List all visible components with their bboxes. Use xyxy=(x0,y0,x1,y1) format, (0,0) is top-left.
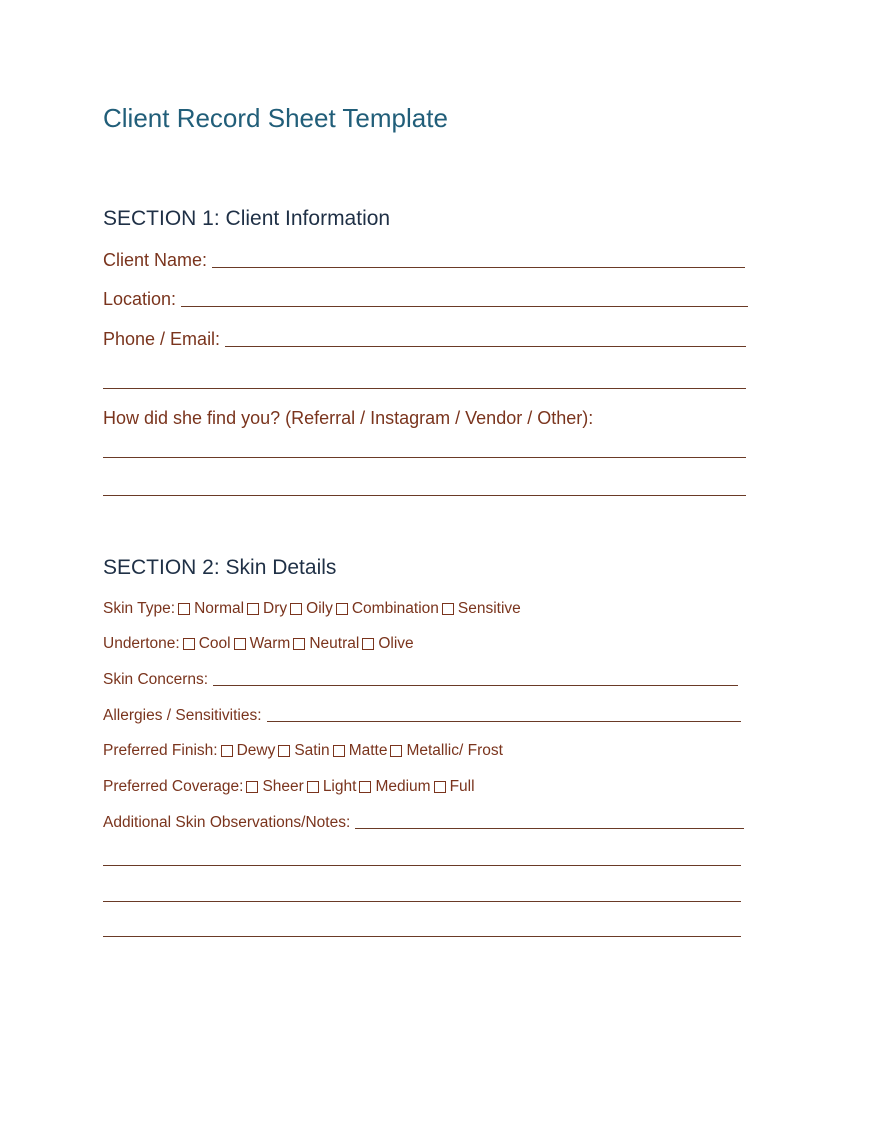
finish-option-metallic-frost[interactable]: Metallic/ Frost xyxy=(387,742,502,760)
phone-email-field[interactable] xyxy=(103,329,746,350)
section2-heading: SECTION 2: Skin Details xyxy=(103,556,337,579)
notes-field[interactable] xyxy=(103,814,744,832)
checkbox-icon[interactable] xyxy=(307,781,319,793)
checkbox-icon[interactable] xyxy=(362,638,374,650)
skin-concerns-field[interactable] xyxy=(103,671,738,689)
checkbox-icon[interactable] xyxy=(333,745,345,757)
checkbox-icon[interactable] xyxy=(178,603,190,615)
skin-type-label: Skin Type: xyxy=(103,600,176,617)
preferred-finish-field xyxy=(103,742,503,760)
preferred-coverage-label: Preferred Coverage: xyxy=(103,778,244,795)
checkbox-icon[interactable] xyxy=(246,781,258,793)
allergies-field[interactable] xyxy=(103,707,741,725)
checkbox-icon[interactable] xyxy=(183,638,195,650)
notes-line-4[interactable] xyxy=(103,936,741,937)
coverage-option-sheer[interactable]: Sheer xyxy=(243,778,303,796)
section1-heading: SECTION 1: Client Information xyxy=(103,207,391,230)
finish-option-dewy[interactable]: Dewy xyxy=(218,742,276,760)
location-label: Location: xyxy=(103,289,177,309)
checkbox-icon[interactable] xyxy=(278,745,290,757)
skin-type-option-dry[interactable]: Dry xyxy=(244,600,287,618)
skin-type-field xyxy=(103,600,521,618)
preferred-coverage-field xyxy=(103,778,475,796)
coverage-option-full[interactable]: Full xyxy=(431,778,475,796)
checkbox-icon[interactable] xyxy=(290,603,302,615)
notes-line-2[interactable] xyxy=(103,865,741,866)
undertone-field xyxy=(103,635,414,653)
find-you-label: How did she find you? (Referral / Instagram / Vendor / Other): xyxy=(103,408,594,428)
skin-concerns-line[interactable] xyxy=(213,684,738,686)
checkbox-icon[interactable] xyxy=(359,781,371,793)
notes-line-3[interactable] xyxy=(103,901,741,902)
skin-concerns-label: Skin Concerns: xyxy=(103,671,209,688)
notes-label: Additional Skin Observations/Notes: xyxy=(103,814,351,831)
checkbox-icon[interactable] xyxy=(221,745,233,757)
checkbox-icon[interactable] xyxy=(234,638,246,650)
allergies-line[interactable] xyxy=(267,720,741,722)
find-you-field xyxy=(103,408,593,429)
undertone-option-olive[interactable]: Olive xyxy=(359,635,413,653)
undertone-label: Undertone: xyxy=(103,635,180,652)
skin-type-option-normal[interactable]: Normal xyxy=(175,600,244,618)
find-you-line-1[interactable] xyxy=(103,457,746,458)
phone-email-label: Phone / Email: xyxy=(103,329,221,349)
notes-line[interactable] xyxy=(355,827,744,829)
checkbox-icon[interactable] xyxy=(442,603,454,615)
undertone-option-neutral[interactable]: Neutral xyxy=(290,635,359,653)
find-you-line-2[interactable] xyxy=(103,495,746,496)
client-name-field[interactable] xyxy=(103,250,745,271)
allergies-label: Allergies / Sensitivities: xyxy=(103,707,262,724)
checkbox-icon[interactable] xyxy=(336,603,348,615)
preferred-finish-label: Preferred Finish: xyxy=(103,742,218,759)
skin-type-option-oily[interactable]: Oily xyxy=(287,600,333,618)
client-name-line[interactable] xyxy=(212,266,745,268)
undertone-option-warm[interactable]: Warm xyxy=(231,635,291,653)
document-title: Client Record Sheet Template xyxy=(103,103,448,133)
phone-email-line[interactable] xyxy=(225,345,746,347)
checkbox-icon[interactable] xyxy=(247,603,259,615)
client-name-label: Client Name: xyxy=(103,250,208,270)
checkbox-icon[interactable] xyxy=(293,638,305,650)
skin-type-option-sensitive[interactable]: Sensitive xyxy=(439,600,521,618)
location-line[interactable] xyxy=(181,305,748,307)
skin-type-option-combination[interactable]: Combination xyxy=(333,600,439,618)
location-field[interactable] xyxy=(103,289,748,310)
coverage-option-light[interactable]: Light xyxy=(304,778,357,796)
finish-option-matte[interactable]: Matte xyxy=(330,742,388,760)
checkbox-icon[interactable] xyxy=(390,745,402,757)
coverage-option-medium[interactable]: Medium xyxy=(356,778,430,796)
checkbox-icon[interactable] xyxy=(434,781,446,793)
undertone-option-cool[interactable]: Cool xyxy=(180,635,231,653)
phone-email-extra-line[interactable] xyxy=(103,388,746,389)
finish-option-satin[interactable]: Satin xyxy=(275,742,329,760)
